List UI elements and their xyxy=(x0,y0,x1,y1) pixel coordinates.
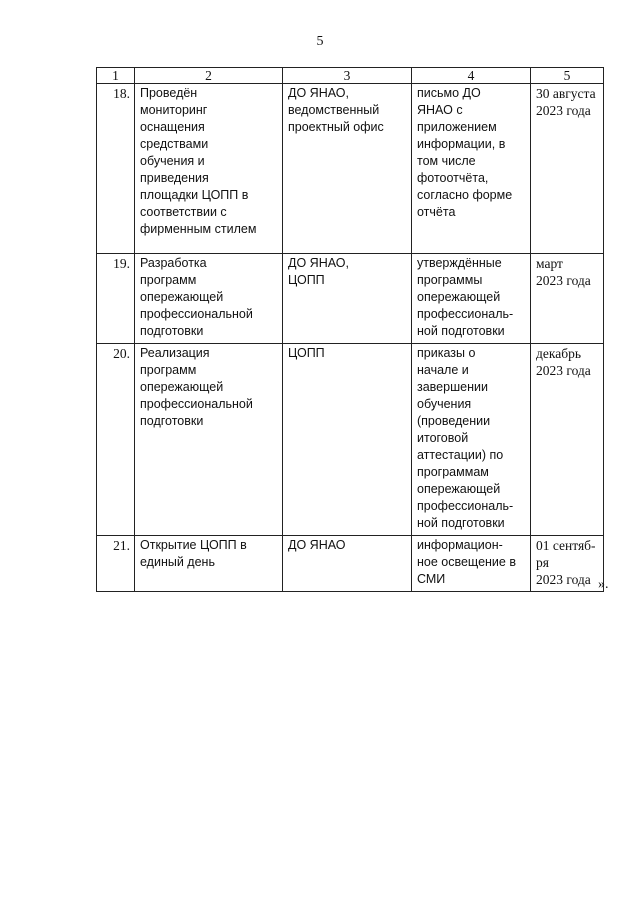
result-cell: утверждённые программы опережающей профессиональ- ной подготовки xyxy=(412,254,531,344)
responsible-cell: ДО ЯНАО, ведомственный проектный офис xyxy=(283,84,412,254)
responsible-cell: ЦОПП xyxy=(283,344,412,536)
row-number: 18. xyxy=(97,84,135,254)
row-number: 21. xyxy=(97,536,135,592)
result-cell: приказы о начале и завершении обучения (проведении итоговой аттестации) по программам опережающей профессиональ- ной подготовки xyxy=(412,344,531,536)
deadline-cell: декабрь 2023 года xyxy=(531,344,604,536)
event-cell: Проведён мониторинг оснащения средствами обучения и приведения площадки ЦОПП в соответствии с фирменным стилем xyxy=(135,84,283,254)
result-cell: письмо ДО ЯНАО с приложением информации, в том числе фотоотчёта, согласно форме отчёта xyxy=(412,84,531,254)
header-col-1: 1 xyxy=(97,68,135,84)
result-cell: информацион- ное освещение в СМИ xyxy=(412,536,531,592)
row-number: 20. xyxy=(97,344,135,536)
table-row xyxy=(97,254,604,344)
event-cell: Разработка программ опережающей профессиональной подготовки xyxy=(135,254,283,344)
deadline-cell: 01 сентяб- ря 2023 года xyxy=(531,536,604,592)
deadline-cell: март 2023 года xyxy=(531,254,604,344)
deadline-cell: 30 августа 2023 года xyxy=(531,84,604,254)
plan-table xyxy=(96,67,604,592)
event-cell: Реализация программ опережающей профессиональной подготовки xyxy=(135,344,283,536)
table-header-row xyxy=(97,68,604,84)
header-col-4: 4 xyxy=(412,68,531,84)
header-col-5: 5 xyxy=(531,68,604,84)
responsible-cell: ДО ЯНАО xyxy=(283,536,412,592)
table-row xyxy=(97,84,604,254)
page-number: 5 xyxy=(316,34,324,49)
row-number: 19. xyxy=(97,254,135,344)
responsible-cell: ДО ЯНАО, ЦОПП xyxy=(283,254,412,344)
header-col-2: 2 xyxy=(135,68,283,84)
table-row xyxy=(97,344,604,536)
table-row xyxy=(97,536,604,592)
event-cell: Открытие ЦОПП в единый день xyxy=(135,536,283,592)
closing-quote-mark: ». xyxy=(598,577,609,592)
header-col-3: 3 xyxy=(283,68,412,84)
